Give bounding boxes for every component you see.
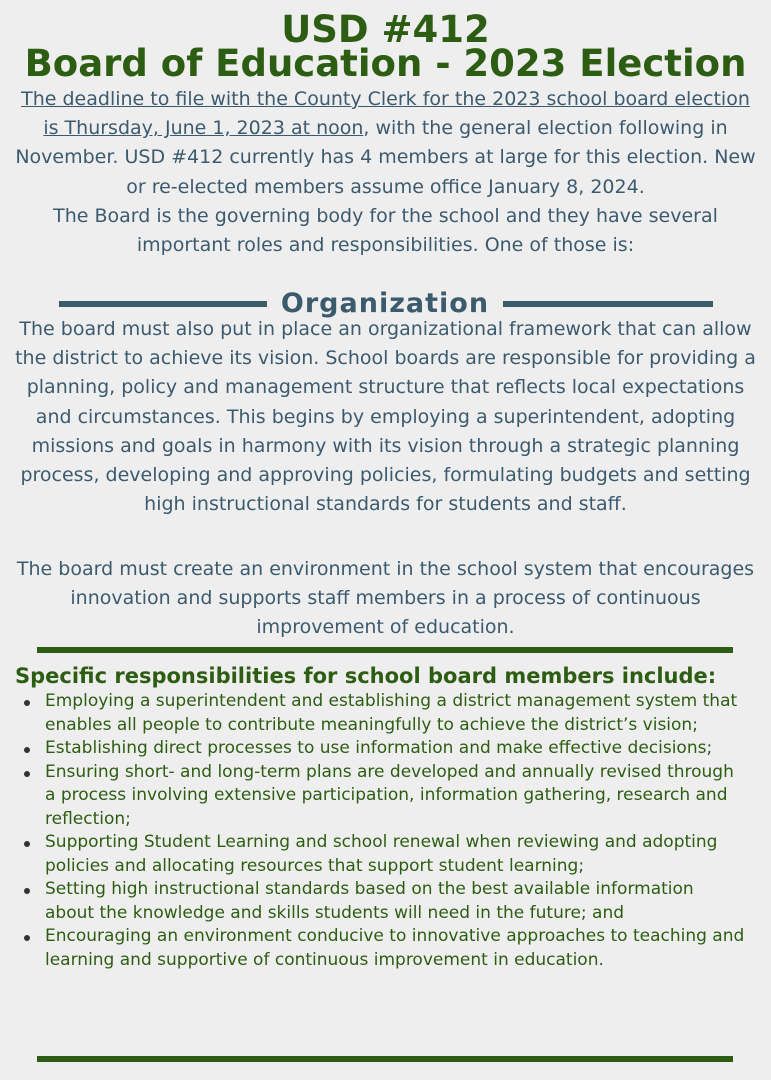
- organization-paragraph-1: The board must also put in place an organizational framework that can allow the district to achieve its vision. School boards are responsible for providing a planning, policy and management structure that reflects local expectations and circumstances. This begins by employing a superintendent, adopting missions and goals in harmony with its vision through a strategic planning process, developing and approving policies, formulating budgets and setting high instructional standards for students and staff.: [15, 318, 756, 516]
- deadline-text: The deadline to file with the County Clerk for the 2023 school board election is Thursday, June 1, 2023 at noon: [21, 88, 750, 140]
- organization-paragraph-2: The board must create an environment in the school system that encourages innovation and supports staff members in a process of continuous improvement of education.: [16, 558, 755, 639]
- intro-paragraph: [14, 85, 757, 260]
- organization-heading-text: Organization: [280, 288, 490, 319]
- divider-top: [37, 647, 733, 653]
- election-info-text: , with the general election following in November. USD #412 currently has 4 members at large for this election. New or re-elected members assume office January 8, 2024.: [15, 117, 756, 198]
- heading-bar-right: [503, 301, 713, 307]
- roles-text: The Board is the governing body for the school and they have several important roles and responsibilities. One of those is:: [53, 204, 718, 257]
- title-board-election: Board of Education - 2023 Election: [24, 42, 747, 85]
- list-item: Supporting Student Learning and school renewal when reviewing and adopting policies and allocating resources that support student learning;: [20, 831, 745, 878]
- list-item: Employing a superintendent and establishing a district management system that enables all people to contribute meaningfully to achieve the district’s vision;: [20, 690, 745, 737]
- title-usd: USD #412: [281, 8, 490, 51]
- list-item: Ensuring short- and long-term plans are developed and annually revised through a process involving extensive participation, information gathering, research and reflection;: [20, 761, 745, 832]
- list-item: Establishing direct processes to use information and make effective decisions;: [20, 737, 745, 761]
- list-item: Setting high instructional standards based on the best available information about the knowledge and skills students will need in the future; and: [20, 878, 745, 925]
- responsibilities-list: [20, 690, 745, 972]
- responsibilities-heading: Specific responsibilities for school board members include:: [15, 664, 717, 688]
- heading-bar-left: [59, 301, 267, 307]
- divider-bottom: [37, 1056, 733, 1062]
- list-item: Encouraging an environment conducive to innovative approaches to teaching and learning and supportive of continuous improvement in education.: [20, 925, 745, 972]
